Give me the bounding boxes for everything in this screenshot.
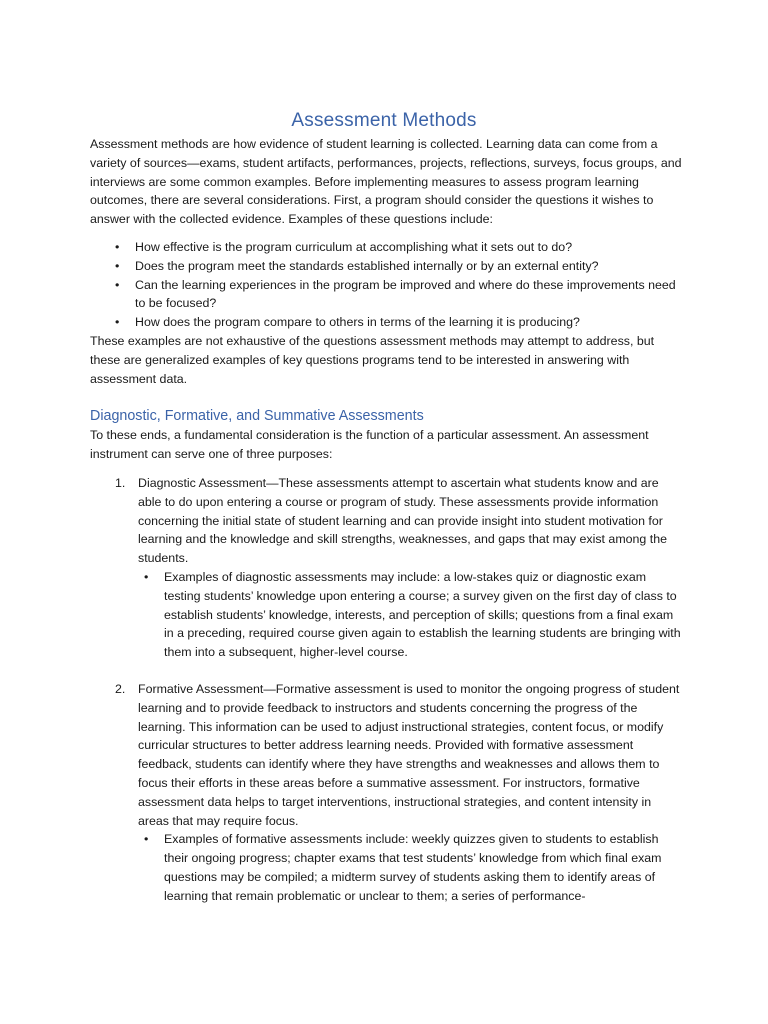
list-item: • How effective is the program curriculum at accomplishing what it sets out to do? [90,238,682,257]
list-item: • Can the learning experiences in the program be improved and where do these improvements need to be focused? [90,276,682,314]
example-item: • Examples of formative assessments include: weekly quizzes given to students to establish their ongoing progress; chapter exams that test students’ knowledge from which final exam questions may be compiled; a midterm survey of students asking them to identify areas of learning that remain problematic or unclear to them; a series of performance- [138,830,682,905]
example-list [138,830,682,905]
section-heading: Diagnostic, Formative, and Summative Assessments [90,408,424,425]
list-item [90,680,682,906]
example-item: • Examples of diagnostic assessments may include: a low-stakes quiz or diagnostic exam testing students’ knowledge upon entering a course; a survey given on the first day of class to establish students’ knowledge, interests, and perception of skills; questions from a final exam in a preceding, required course given again to establish the learning students are bringing with them into a subsequent, higher-level course. [138,568,682,662]
section-intro-paragraph: To these ends, a fundamental consideration is the function of a particular assessment. An assessment instrument can serve one of three purposes: [90,428,649,462]
item-number: 2. [115,681,126,696]
list-item [90,474,682,662]
assessment-type-list [90,474,682,906]
list-item: • How does the program compare to others in terms of the learning it is producing? [90,313,682,332]
page-title: Assessment Methods [291,110,477,131]
example-list [138,568,682,662]
item-number: 1. [115,475,126,490]
after-questions-paragraph: These examples are not exhaustive of the questions assessment methods may attempt to address, but these are generalized examples of key questions programs tend to be interested in answering with assessment data. [90,333,655,386]
item-text: Diagnostic Assessment—These assessments attempt to ascertain what students know and are able to do upon entering a course or program of study. These assessments provide information concerning the initial state of student learning and can provide insight into student motivation for learning and the knowledge and skill strengths, weaknesses, and gaps that may exist among the students. [138,475,667,566]
list-item: • Does the program meet the standards established internally or by an external entity? [90,257,682,276]
document-body [90,135,682,905]
item-text: Formative Assessment—Formative assessment is used to monitor the ongoing progress of student learning and to provide feedback to instructors and students concerning the progress of the learning. This information can be used to adjust instructional strategies, content focus, or modify curricular structures to better address learning needs. Provided with formative assessment feedback, students can identify where they have strengths and weaknesses and allows them to focus their efforts in these areas before a summative assessment. For instructors, formative assessment data helps to target interventions, instructional strategies, and content intensity in areas that may require focus. [138,681,680,828]
intro-paragraph: Assessment methods are how evidence of student learning is collected. Learning data can come from a variety of sources—exams, student artifacts, performances, projects, reflections, surveys, focus groups, and interviews are some common examples. Before implementing measures to assess program learning outcomes, there are several considerations. First, a program should consider the questions it wishes to answer with the collected evidence. Examples of these questions include: [90,137,682,227]
question-list [90,238,682,332]
